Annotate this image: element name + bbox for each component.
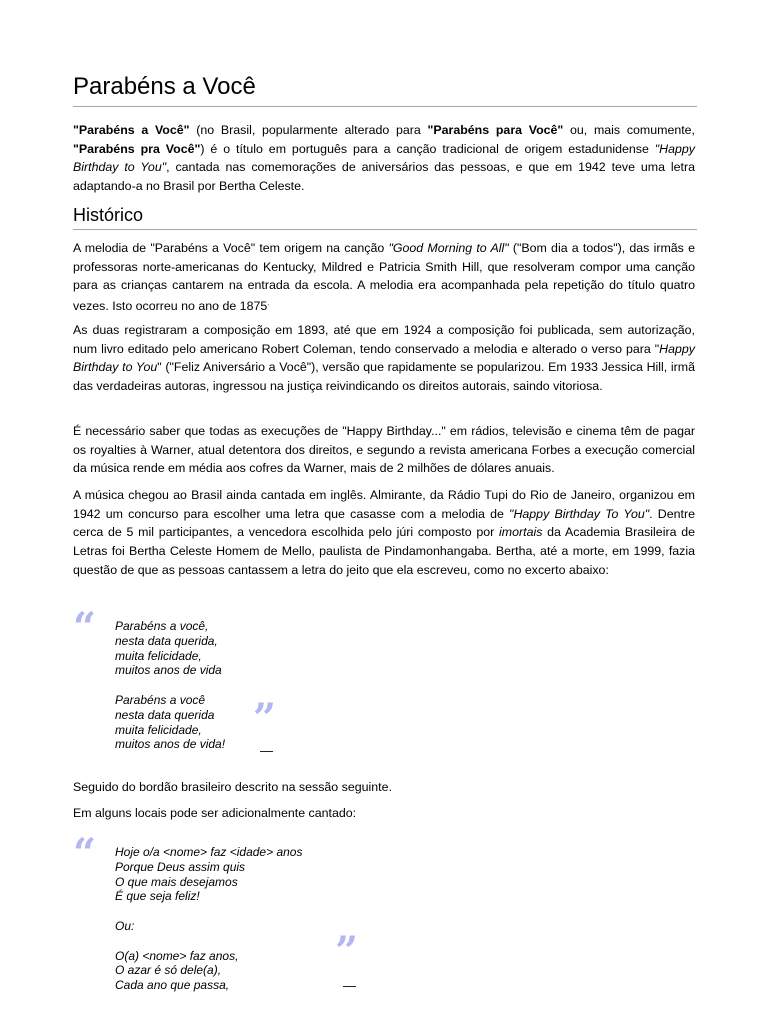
quote1-line: muitos anos de vida [115,663,222,678]
quote-close-icon: ” [253,695,277,742]
quote1-line: nesta data querida, [115,633,218,648]
p1-italic-1: "Good Morning to All" [388,241,509,255]
intro-italic-1: "Happy Birthday to You" [73,141,695,175]
quote1-line: muita felicidade, [115,648,202,663]
quote-close-icon: ” [335,928,359,975]
quote1-line: muitos anos de vida! [115,737,226,752]
quote-open-icon: “ [73,830,97,877]
quote2-line: É que seja feliz! [115,889,200,904]
quote1-line: nesta data querida [115,707,215,722]
quote2-line: Ou: [115,918,135,933]
paragraph-6: Em alguns locais pode ser adicionalmente cantado: [73,806,357,820]
p1-text-1: A melodia de "Parabéns a Você" tem origem na canção [73,241,389,255]
p4-text-3: da Academia Brasileira de Letras foi Bertha Celeste Homem de Mello, paulista de Pindamonhangaba. Bertha, até a morte, em 1999, fazia questão de que as pessoas cantassem a letra do jeito que ela escreveu, como no excerto abaixo: [73,525,695,577]
quote2-line: Hoje o/a <nome> faz <idade> anos [115,845,303,859]
quote2-line: Porque Deus assim quis [115,859,246,874]
quote1-line: muita felicidade, [115,722,202,737]
intro-text-3: ) é o título em português para a canção tradicional de origem estadunidense [200,141,655,156]
historico-paragraph-1 [73,239,695,316]
quote2-line: Cada ano que passa, [115,978,230,993]
intro-text-1: (no Brasil, popularmente alterado para [189,123,428,137]
quote2-line: O azar é só dele(a), [115,963,222,978]
p1-sup: . [267,300,270,308]
intro-paragraph [73,121,695,196]
p2-italic-1: Happy Birthday to You [73,341,695,375]
section-heading-historico: Histórico [73,203,697,230]
quote1-line: Parabéns a você [115,692,206,707]
quote1-line: Parabéns a você, [115,619,209,633]
paragraph-5: Seguido do bordão brasileiro descrito na sessão seguinte. [73,780,392,794]
p4-italic-1: "Happy Birthday To You" [509,506,650,521]
quote-block-1 [115,619,225,752]
historico-paragraph-3: É necessário saber que todas as execuções de "Happy Birthday..." em rádios, televisão e cinema têm de pagar os royalties à Warner, atual detentora dos direitos, e segundo a revista americana Forbes a execução comercial da música rende em média aos cofres da Warner, mais de 2 milhões de dólares anuais. [73,424,695,476]
intro-bold-3: "Parabéns pra Você" [73,141,201,156]
historico-paragraph-2 [73,321,695,396]
quote-open-icon: “ [73,604,97,651]
quote-attribution-dash: — [343,978,356,993]
p4-text-2: . Dentre cerca de 5 mil participantes, a vencedora escolhida pelo júri composto por [73,506,696,540]
intro-text-2: ou, mais comumente, [563,123,695,137]
quote-attribution-dash: — [260,743,273,758]
intro-bold-2: "Parabéns para Você" [427,123,564,137]
historico-paragraph-4 [73,486,695,580]
p4-italic-2: imortais [499,525,543,540]
quote2-line: O que mais desejamos [115,874,238,889]
intro-bold-1: "Parabéns a Você" [73,123,190,137]
page-title: Parabéns a Você [73,72,697,107]
quote2-line: O(a) <nome> faz anos, [115,948,239,963]
p4-text-1: A música chegou ao Brasil ainda cantada em inglês. Almirante, da Rádio Tupi do Rio de Janeiro, organizou em 1942 um concurso para escolher uma letra que casasse com a melodia de [73,488,695,521]
quote-block-2 [115,845,302,993]
p2-text-2: " ("Feliz Aniversário a Você"), versão que rapidamente se popularizou. Em 1933 Jessica Hill, irmã das verdadeiras autoras, ingressou na justiça reivindicando os direitos autorais, saindo vitoriosa. [73,360,695,394]
intro-text-4: , cantada nas comemorações de aniversários das pessoas, e que em 1942 teve uma letra adaptando-a no Brasil por Bertha Celeste. [73,160,695,194]
p1-text-2: ("Bom dia a todos"), das irmãs e professoras norte-americanas do Kentucky, Mildred e Patricia Smith Hill, que resolveram compor uma canção para as crianças cantarem na entrada da escola. A melodia era acompanhada pela repetição do título quatro vezes. Isto ocorreu no ano de 1875 [73,241,695,314]
p2-text-1: As duas registraram a composição em 1893, até que em 1924 a composição foi publicada, sem autorização, num livro editado pelo americano Robert Coleman, tendo conservado a melodia e alterado o verso para " [73,323,695,356]
